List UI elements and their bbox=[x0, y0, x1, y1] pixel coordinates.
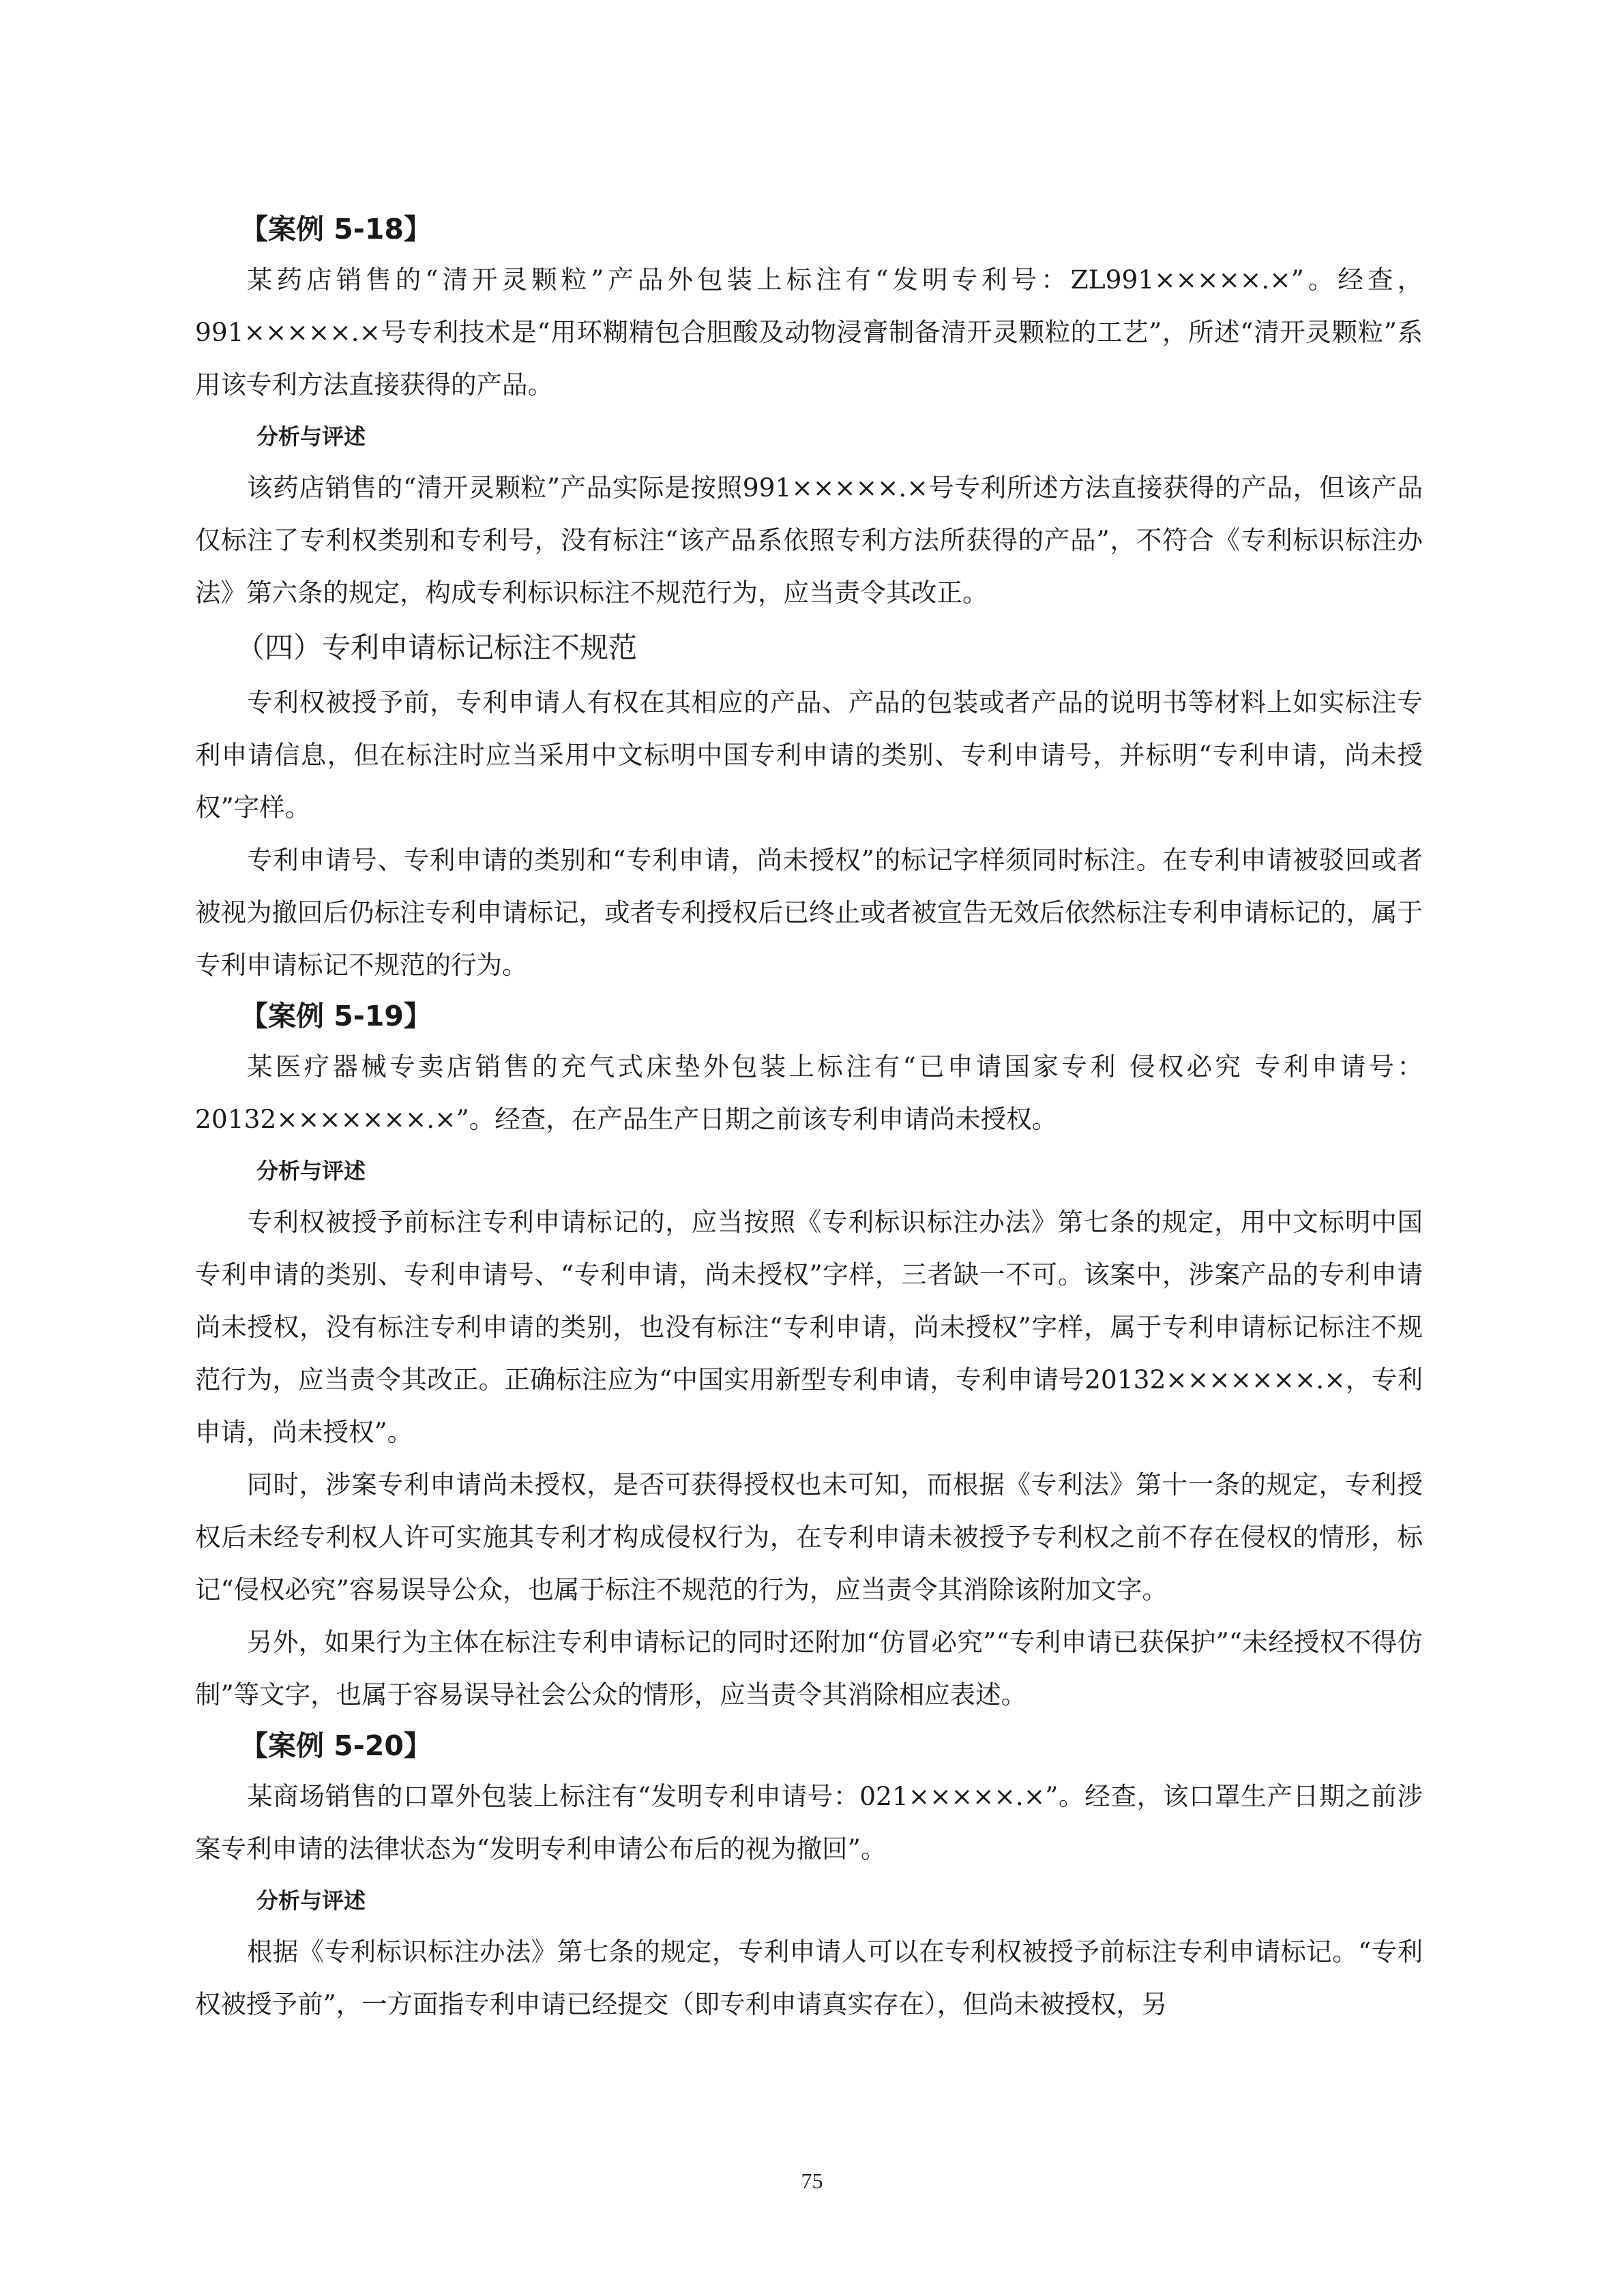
case-5-20-analysis: 根据《专利标识标注办法》第七条的规定，专利申请人可以在专利权被授予前标注专利申请标记。“专利权被授予前”，一方面指专利申请已经提交（即专利申请真实存在），但尚未被授权，另 bbox=[195, 1937, 1423, 2019]
section-4-paragraph-2: 专利申请号、专利申请的类别和“专利申请，尚未授权”的标记字样须同时标注。在专利申请被驳回或者被视为撤回后仍标注专利申请标记，或者专利授权后已终止或者被宣告无效后依然标注专利申请标记的，属于专利申请标记不规范的行为。 bbox=[195, 845, 1423, 980]
case-5-19-analysis-paragraph-2: 同时，涉案专利申请尚未授权，是否可获得授权也未可知，而根据《专利法》第十一条的规定，专利授权后未经专利权人许可实施其专利才构成侵权行为，在专利申请未被授予专利权之前不存在侵权的情形，标记“侵权必究”容易误导公众，也属于标注不规范的行为，应当责令其消除该附加文字。 bbox=[195, 1470, 1423, 1605]
case-5-20-heading: 【案例 5-20】 bbox=[240, 1729, 432, 1762]
page-number: 75 bbox=[801, 2168, 823, 2193]
case-5-18-body: 某药店销售的“清开灵颗粒”产品外包装上标注有“发明专利号：ZL991×××××.×”。经查，991×××××.×号专利技术是“用环糊精包合胆酸及动物浸膏制备清开灵颗粒的工艺”，所述“清开灵颗粒”系用该专利方法直接获得的产品。 bbox=[195, 265, 1423, 400]
case-5-18-analysis-label: 分析与评述 bbox=[256, 423, 366, 449]
case-5-19-heading: 【案例 5-19】 bbox=[240, 1000, 432, 1032]
case-5-18-heading: 【案例 5-18】 bbox=[240, 213, 432, 245]
case-5-20-analysis-label: 分析与评述 bbox=[256, 1888, 366, 1913]
section-4-paragraph-1: 专利权被授予前，专利申请人有权在其相应的产品、产品的包装或者产品的说明书等材料上如实标注专利申请信息，但在标注时应当采用中文标明中国专利申请的类别、专利申请号，并标明“专利申请，尚未授权”字样。 bbox=[195, 687, 1423, 822]
case-5-19-analysis-paragraph-3: 另外，如果行为主体在标注专利申请标记的同时还附加“仿冒必究”“专利申请已获保护”“未经授权不得仿制”等文字，也属于容易误导社会公众的情形，应当责令其消除相应表述。 bbox=[195, 1627, 1423, 1710]
case-5-19-analysis-label: 分析与评述 bbox=[256, 1158, 366, 1184]
page-content bbox=[195, 205, 1423, 2031]
case-5-19-body: 某医疗器械专卖店销售的充气式床垫外包装上标注有“已申请国家专利 侵权必究 专利申请号：20132×××××××.×”。经查，在产品生产日期之前该专利申请尚未授权。 bbox=[195, 1052, 1423, 1134]
case-5-20-body: 某商场销售的口罩外包装上标注有“发明专利申请号：021×××××.×”。经查，该口罩生产日期之前涉案专利申请的法律状态为“发明专利申请公布后的视为撤回”。 bbox=[195, 1781, 1423, 1864]
section-4-heading: （四）专利申请标记标注不规范 bbox=[236, 631, 638, 664]
case-5-19-analysis-paragraph-1: 专利权被授予前标注专利申请标记的，应当按照《专利标识标注办法》第七条的规定，用中文标明中国专利申请的类别、专利申请号、“专利申请，尚未授权”字样，三者缺一不可。该案中，涉案产品的专利申请尚未授权，没有标注专利申请的类别，也没有标注“专利申请，尚未授权”字样，属于专利申请标记标注不规范行为，应当责令其改正。正确标注应为“中国实用新型专利申请，专利申请号20132×××××××.×，专利申请，尚未授权”。 bbox=[195, 1207, 1423, 1447]
case-5-18-analysis: 该药店销售的“清开灵颗粒”产品实际是按照991×××××.×号专利所述方法直接获得的产品，但该产品仅标注了专利权类别和专利号，没有标注“该产品系依照专利方法所获得的产品”，不符合《专利标识标注办法》第六条的规定，构成专利标识标注不规范行为，应当责令其改正。 bbox=[195, 473, 1423, 608]
